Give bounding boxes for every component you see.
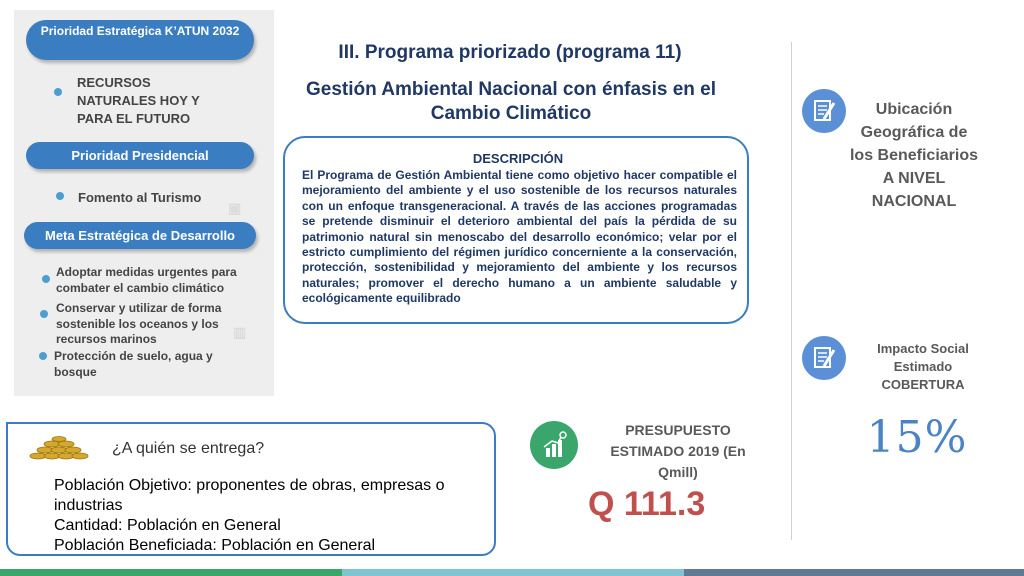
- natural-resources-text: RECURSOS NATURALES HOY Y PARA EL FUTURO: [77, 75, 200, 126]
- program-name: Gestión Ambiental Nacional con énfasis en el Cambio Climático: [305, 79, 716, 124]
- vertical-divider: [791, 42, 792, 540]
- location-text: Ubicación Geográfica de los Beneficiarios A NIVEL NACIONAL: [849, 101, 979, 210]
- faded-icon: ▥: [233, 324, 247, 340]
- description-body: El Programa de Gestión Ambiental tiene como objetivo hacer compatible el mejoramiento del ambiente y el uso sostenible de los recursos naturales con un enfoque transgeneracional. A través de las acciones programadas se pretende disminuir el deterioro ambiental del país la pérdida de su patrimonio natural sin menoscabo del desarrollo económico; velar por el estricto cumplimiento del régimen jurídico concerniente a la conservación, protección, sostenibilidad y mejoramiento del ambiente y los recursos naturales; promover el derecho humano a un ambiente saludable y ecológicamente equilibrado: [302, 168, 737, 306]
- description-title: DESCRIPCIÓN: [472, 151, 564, 166]
- footer-stripe-teal: [342, 569, 684, 576]
- target-population: Población Objetivo: proponentes de obras, empresas o industrias: [54, 477, 445, 514]
- delivery-details: [54, 476, 484, 556]
- bullet-dot: [39, 352, 47, 360]
- footer-stripe-green: [0, 569, 342, 576]
- tourism-text: Fomento al Turismo: [78, 190, 202, 205]
- footer-stripe-slate: [684, 569, 1024, 576]
- location-icon: [802, 89, 846, 133]
- bullet-dot: [40, 310, 48, 318]
- katun-priority-pill: Prioridad Estratégica K’ATUN 2032: [26, 20, 254, 60]
- delivery-title: ¿A quién se entrega?: [112, 440, 265, 457]
- chart-icon: [530, 421, 578, 469]
- bullet-dot: [54, 88, 62, 96]
- faded-icon: ▣: [228, 200, 242, 216]
- beneficiary-population: Población Beneficiada: Población en General: [54, 537, 376, 554]
- impact-text: Impacto Social Estimado COBERTURA: [877, 341, 969, 392]
- coins-icon: [28, 436, 92, 462]
- budget-label: PRESUPUESTO ESTIMADO 2019 (En Qmill): [610, 422, 746, 480]
- goal-item: Adoptar medidas urgentes para combater el cambio climático: [56, 265, 237, 295]
- bullet-dot: [42, 275, 50, 283]
- development-goal-pill: Meta Estratégica de Desarrollo: [24, 222, 256, 249]
- program-title: III. Programa priorizado (programa 11): [338, 42, 682, 63]
- budget-value: Q 111.3: [588, 485, 706, 523]
- quantity: Cantidad: Población en General: [54, 517, 281, 534]
- goal-item: Conservar y utilizar de forma sostenible los oceanos y los recursos marinos: [56, 301, 222, 346]
- bullet-dot: [56, 192, 64, 200]
- presidential-priority-pill: Prioridad Presidencial: [26, 142, 254, 169]
- goal-item: Protección de suelo, agua y bosque: [54, 349, 213, 379]
- coverage-percent: 15%: [866, 412, 968, 463]
- impact-icon: [802, 336, 846, 380]
